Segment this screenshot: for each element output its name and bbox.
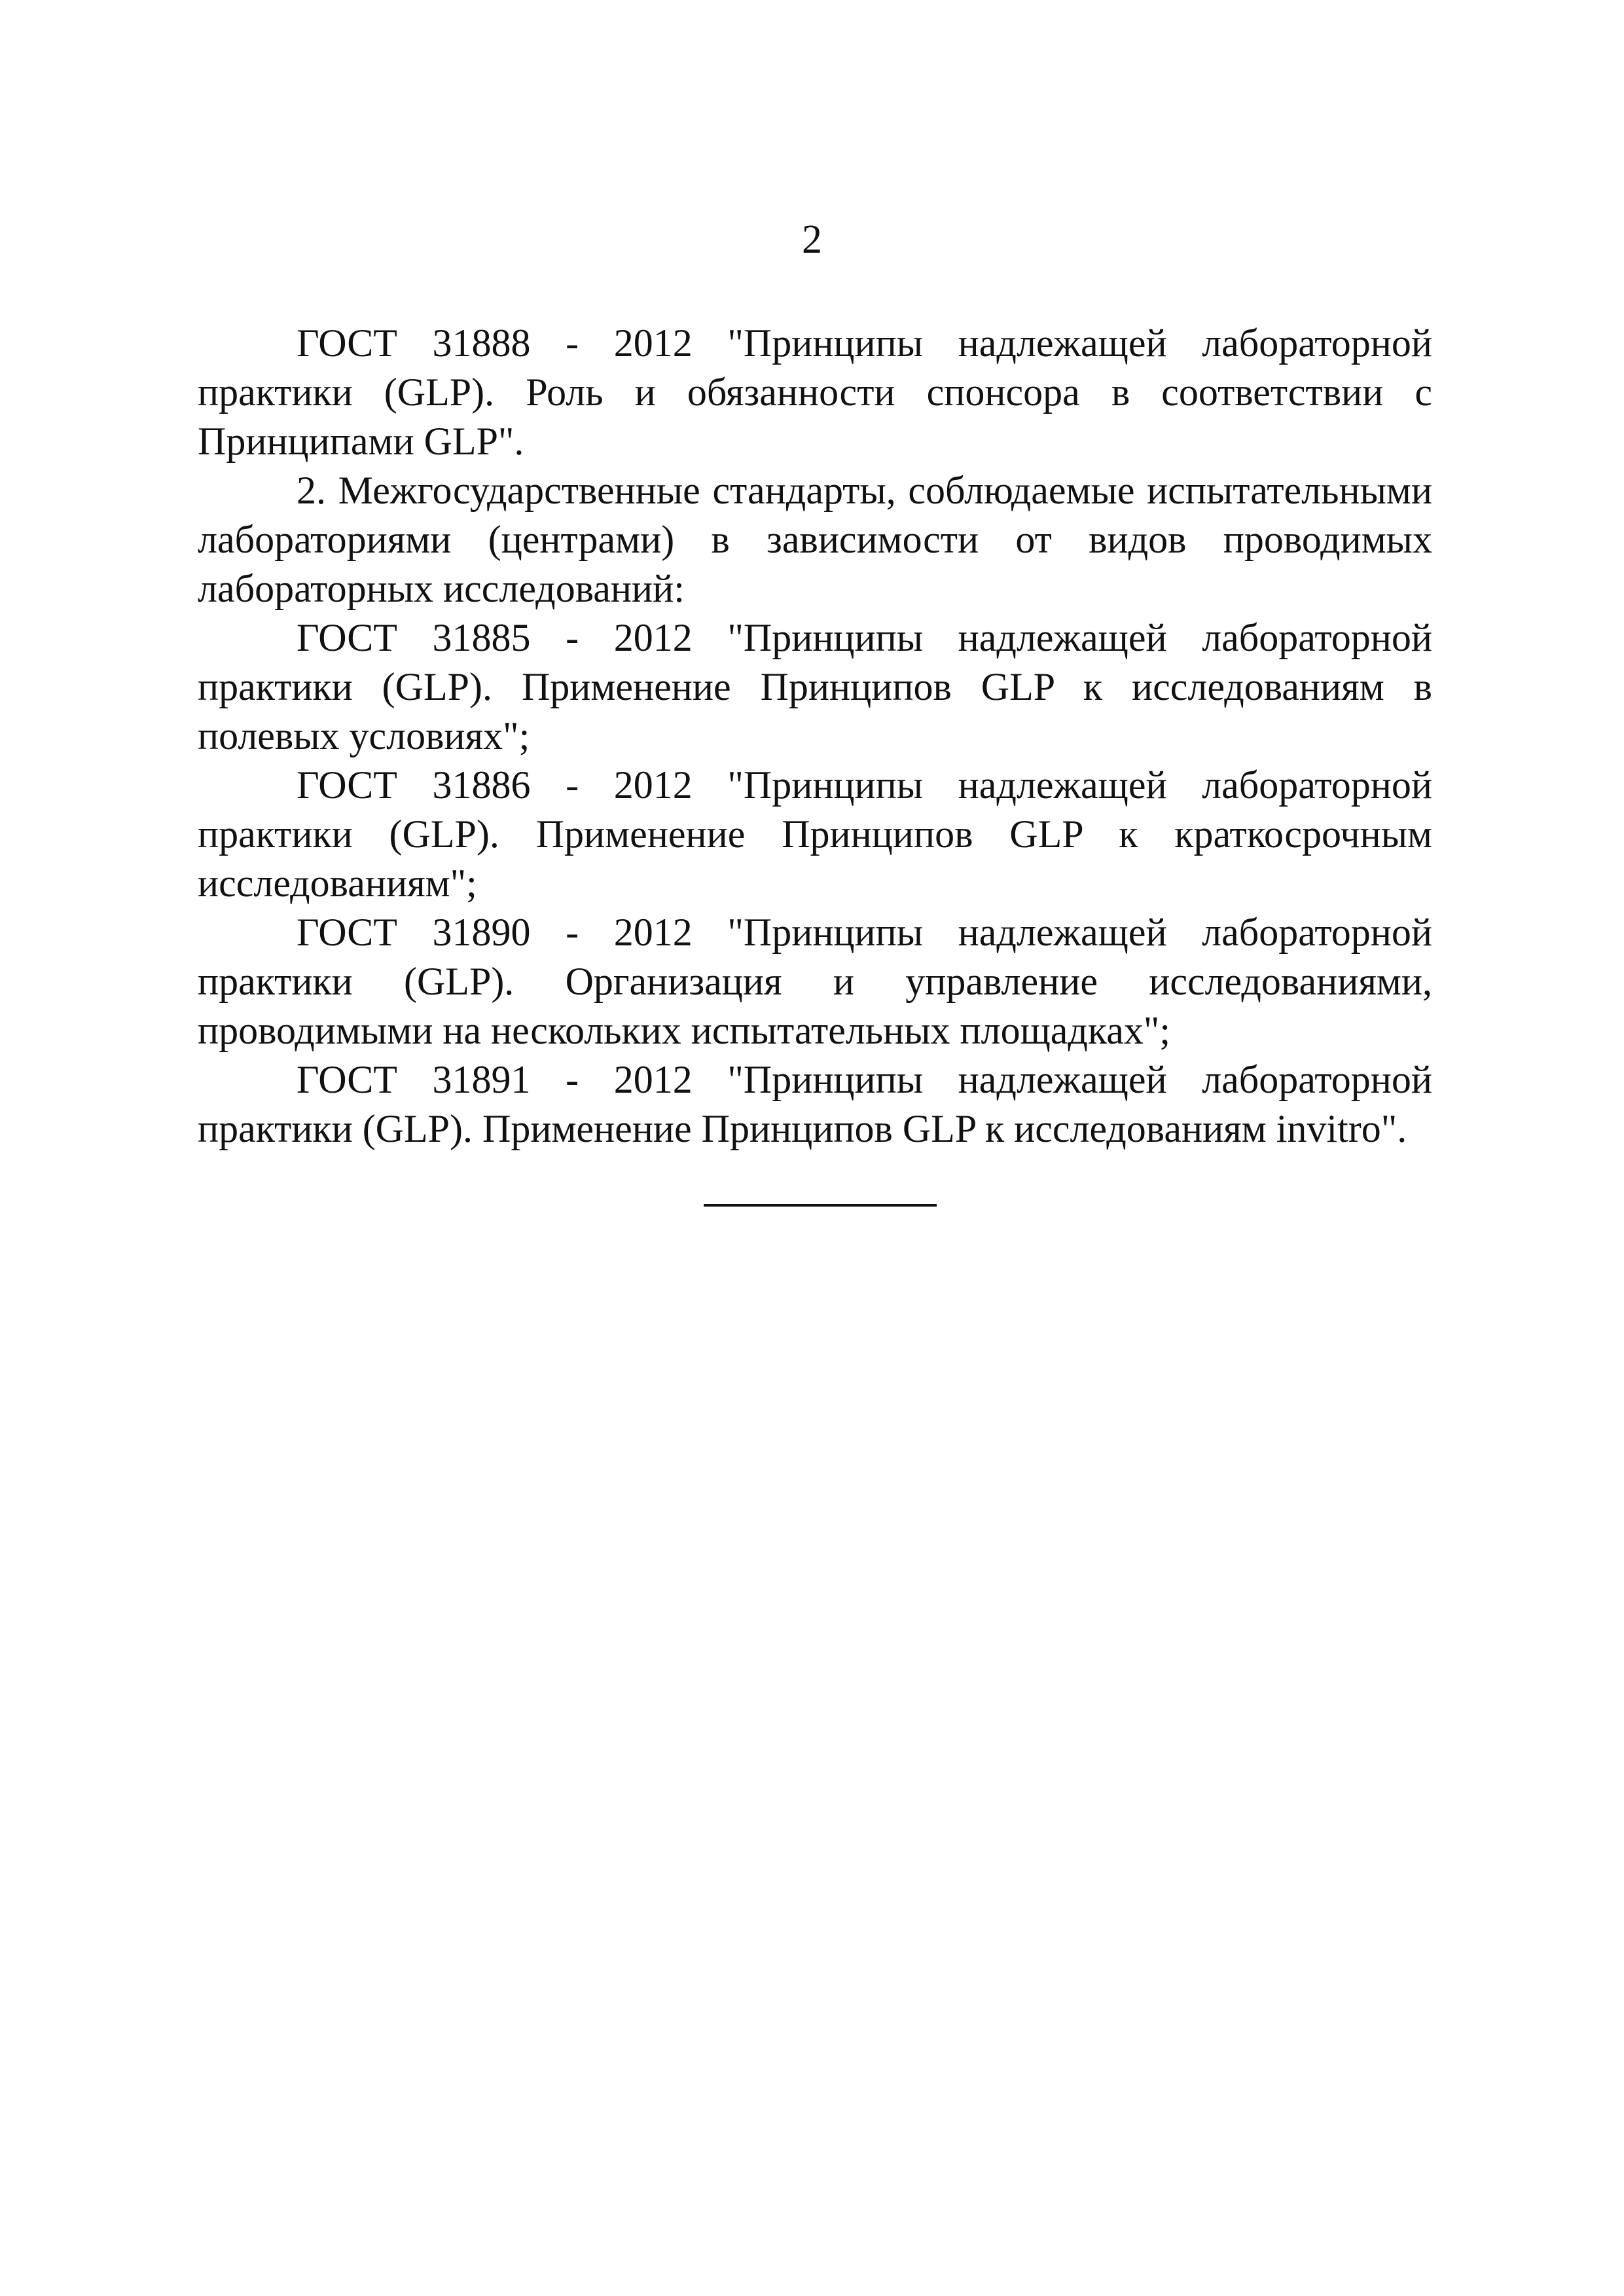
document-body <box>198 319 1432 1154</box>
paragraph-interstate-standards: 2. Межгосударственные стандарты, соблюдаемые испытательными лабораториями (центрами) в зависимости от видов проводимых лабораторных исследований: <box>198 469 1432 610</box>
end-divider-line <box>704 1204 937 1207</box>
paragraph-gost-31886: ГОСТ 31886 - 2012 "Принципы надлежащей лабораторной практики (GLP). Применение Принципов GLP к краткосрочным исследованиям"; <box>198 763 1432 905</box>
paragraph-gost-31888: ГОСТ 31888 - 2012 "Принципы надлежащей лабораторной практики (GLP). Роль и обязанности спонсора в соответствии с Принципами GLP". <box>198 321 1432 463</box>
page-number: 2 <box>802 217 822 262</box>
paragraph-gost-31885: ГОСТ 31885 - 2012 "Принципы надлежащей лабораторной практики (GLP). Применение Принципов GLP к исследованиям в полевых условиях"; <box>198 616 1432 757</box>
paragraph-gost-31891: ГОСТ 31891 - 2012 "Принципы надлежащей лабораторной практики (GLP). Применение Принципов GLP к исследованиям invitro". <box>198 1058 1432 1150</box>
paragraph-gost-31890: ГОСТ 31890 - 2012 "Принципы надлежащей лабораторной практики (GLP). Организация и управление исследованиями, проводимыми на нескольких испытательных площадках"; <box>198 911 1432 1052</box>
